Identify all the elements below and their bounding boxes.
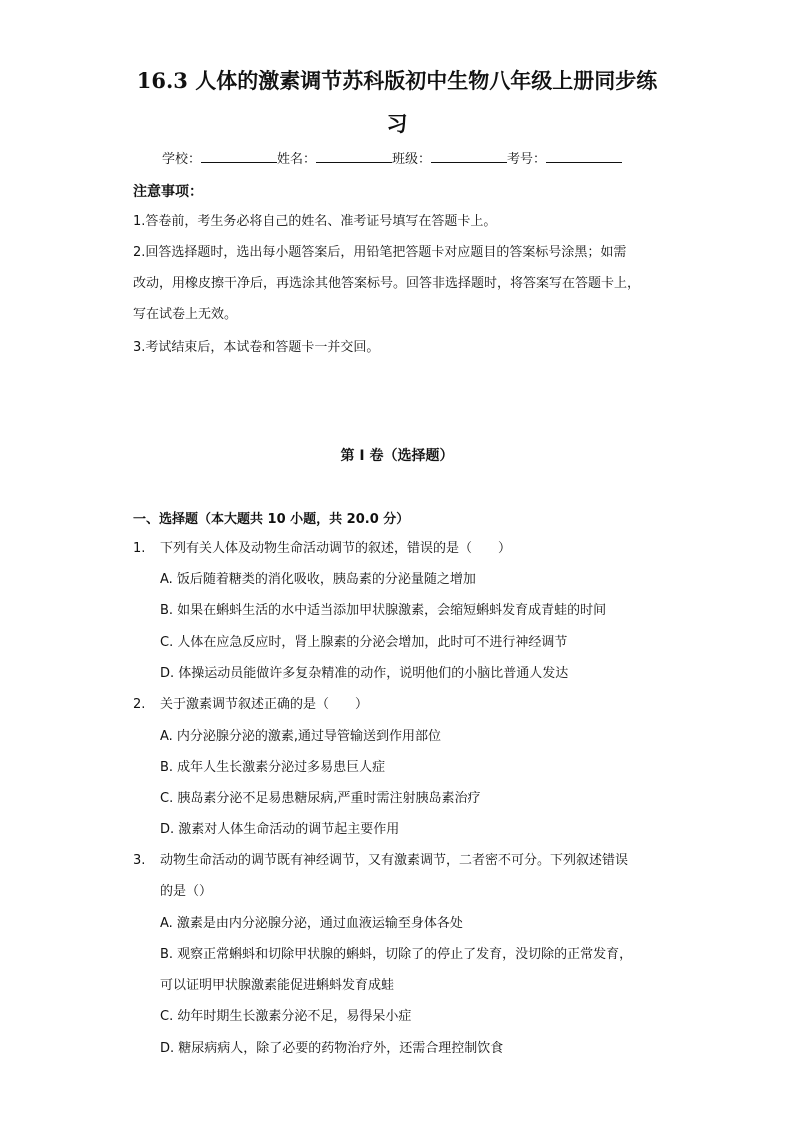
- question-1-option-c: C. 人体在应急反应时，肾上腺素的分泌会增加，此时可不进行神经调节: [160, 635, 568, 650]
- question-3: [133, 852, 628, 870]
- question-number: 1.: [133, 541, 146, 556]
- question-3-option-b-line-1: B. 观察正常蝌蚪和切除甲状腺的蝌蚪，切除了的停止了发育，没切除的正常发育，: [160, 947, 633, 962]
- question-1: [133, 540, 511, 558]
- question-3-option-d: D. 糖尿病病人，除了必要的药物治疗外，还需合理控制饮食: [160, 1041, 504, 1056]
- class-label: 班级：: [392, 152, 432, 167]
- name-blank: [316, 150, 392, 163]
- question-number: 3.: [133, 853, 146, 868]
- question-2-option-d: D. 激素对人体生命活动的调节起主要作用: [160, 822, 400, 837]
- question-2-option-b: B. 成年人生长激素分泌过多易患巨人症: [160, 760, 386, 775]
- class-blank: [431, 150, 507, 163]
- volume-title: 第 I 卷（选择题）: [340, 448, 454, 464]
- section-title: 一、选择题（本大题共 10 小题，共 20.0 分）: [133, 512, 410, 527]
- notice-item-2-line-1: 2.回答选择题时，选出每小题答案后，用铅笔把答题卡对应题目的答案标号涂黑；如需: [133, 245, 627, 260]
- name-label: 姓名：: [277, 152, 317, 167]
- student-info-row: [162, 150, 622, 169]
- exam-id-label: 考号：: [507, 152, 547, 167]
- question-1-option-b: B. 如果在蝌蚪生活的水中适当添加甲状腺激素，会缩短蝌蚪发育成青蛙的时间: [160, 603, 607, 618]
- question-2-option-c: C. 胰岛素分泌不足易患糖尿病,严重时需注射胰岛素治疗: [160, 791, 481, 806]
- notice-item-1: 1.答卷前，考生务必将自己的姓名、准考证号填写在答题卡上。: [133, 214, 497, 229]
- school-label: 学校：: [162, 152, 202, 167]
- question-3-option-b-line-2: 可以证明甲状腺激素能促进蝌蚪发育成蛙: [160, 978, 395, 993]
- question-stem: 关于激素调节叙述正确的是（ ）: [160, 697, 369, 712]
- question-1-option-a: A. 饭后随着糖类的消化吸收，胰岛素的分泌量随之增加: [160, 572, 476, 587]
- notice-item-2-line-3: 写在试卷上无效。: [133, 307, 238, 322]
- notice-heading: 注意事项：: [133, 184, 203, 200]
- exam-title-line-2: 习: [386, 111, 408, 136]
- question-number: 2.: [133, 697, 146, 712]
- school-blank: [201, 150, 277, 163]
- question-3-option-c: C. 幼年时期生长激素分泌不足，易得呆小症: [160, 1009, 412, 1024]
- question-stem: 下列有关人体及动物生命活动调节的叙述，错误的是（ ）: [160, 541, 512, 556]
- question-3-stem-line-2: 的是（）: [160, 884, 213, 899]
- question-2-option-a: A. 内分泌腺分泌的激素,通过导管输送到作用部位: [160, 729, 442, 744]
- notice-item-2-line-2: 改动，用橡皮擦干净后，再选涂其他答案标号。回答非选择题时，将答案写在答题卡上，: [133, 276, 641, 291]
- question-3-option-a: A. 激素是由内分泌腺分泌，通过血液运输至身体各处: [160, 916, 463, 931]
- notice-item-3: 3.考试结束后，本试卷和答题卡一并交回。: [133, 340, 380, 355]
- question-1-option-d: D. 体操运动员能做许多复杂精准的动作，说明他们的小脑比普通人发达: [160, 666, 569, 681]
- question-2: [133, 696, 368, 714]
- question-stem-line-1: 动物生命活动的调节既有神经调节，又有激素调节，二者密不可分。下列叙述错误: [160, 853, 629, 868]
- exam-title-line-1: 16.3 人体的激素调节苏科版初中生物八年级上册同步练: [136, 68, 658, 93]
- exam-id-blank: [546, 150, 622, 163]
